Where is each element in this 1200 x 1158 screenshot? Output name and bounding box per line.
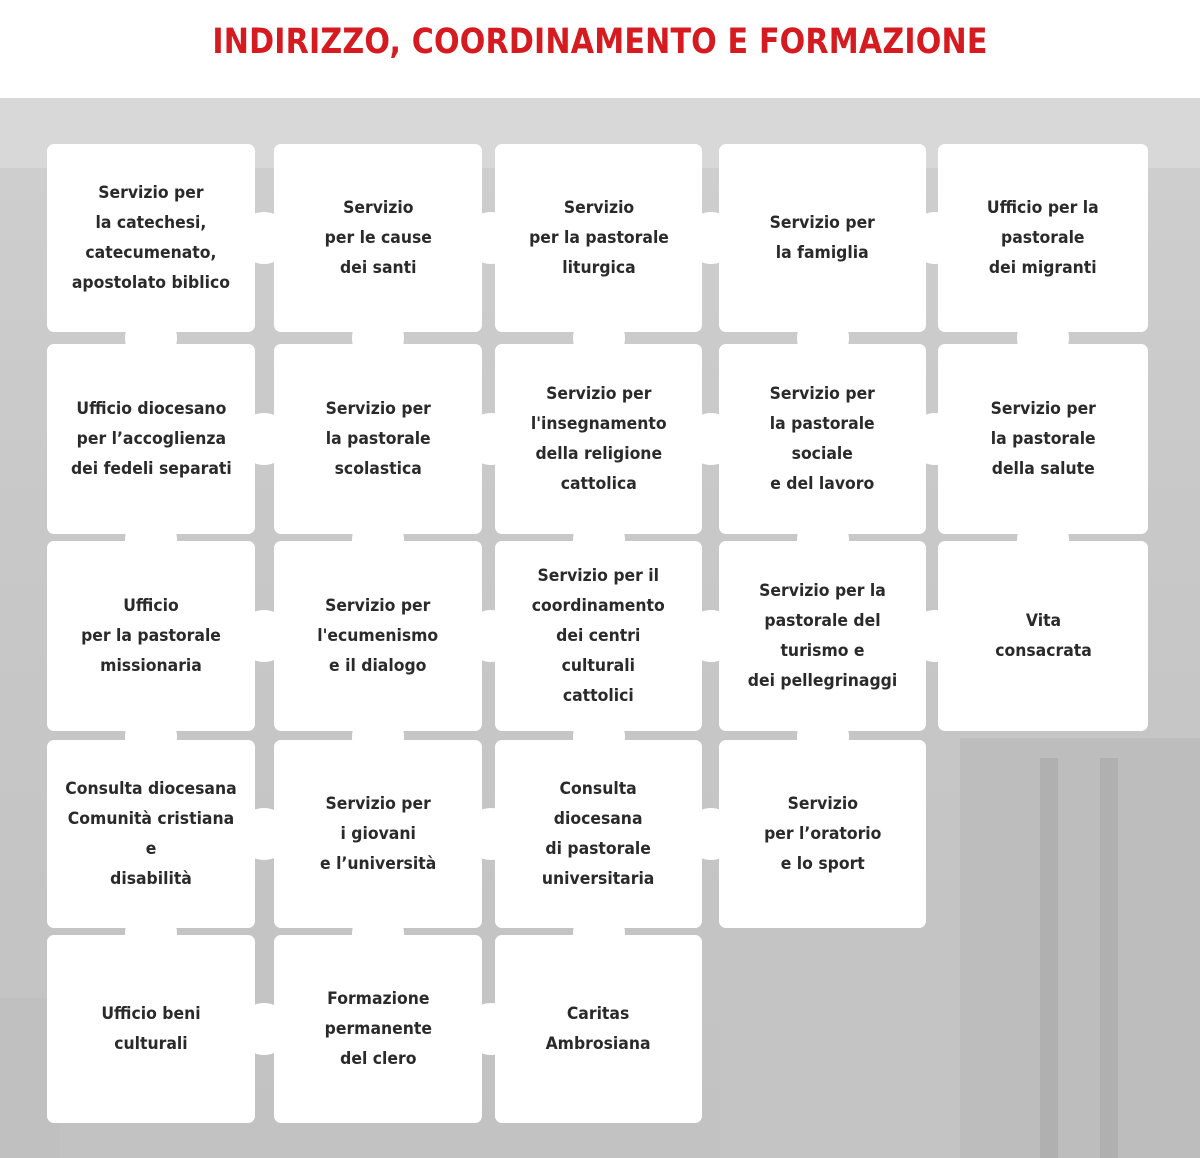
service-name: Servizio per la famiglia: [769, 213, 876, 263]
service-name: Consulta diocesana di pastorale universitaria: [542, 779, 655, 889]
service-name: Servizio per i giovani e l’università: [319, 794, 437, 874]
service-label: [719, 344, 926, 534]
service-label: [47, 935, 255, 1123]
service-name: Servizio per la pastorale del turismo e dei pellegrinaggi: [747, 581, 898, 691]
service-label: [495, 541, 702, 731]
service-name: Servizio per la catechesi, catecumenato, apostolato biblico: [71, 183, 231, 293]
service-label: [719, 541, 926, 731]
service-name: Servizio per il coordinamento dei centri culturali cattolici: [532, 566, 665, 706]
service-name: Formazione permanente del clero: [324, 989, 432, 1069]
service-label: [938, 541, 1148, 731]
service-name: Ufficio per la pastorale dei migranti: [987, 198, 1099, 278]
service-name: Ufficio diocesano per l’accoglienza dei fedeli separati: [70, 399, 232, 479]
service-label: [47, 344, 255, 534]
service-label: [47, 740, 255, 928]
service-label: [495, 344, 702, 534]
service-name: Servizio per la pastorale liturgica: [528, 198, 669, 278]
service-name: Servizio per la pastorale sociale e del lavoro: [769, 384, 876, 494]
service-label: [274, 344, 482, 534]
service-label: [274, 740, 482, 928]
service-name: Ufficio per la pastorale missionaria: [81, 596, 221, 676]
service-label: [495, 144, 702, 332]
service-name: Servizio per la pastorale della salute: [990, 399, 1096, 479]
page-title: INDIRIZZO, COORDINAMENTO E FORMAZIONE: [212, 22, 988, 62]
service-name: Vita consacrata: [994, 611, 1092, 661]
service-label: [938, 344, 1148, 534]
service-label: [719, 144, 926, 332]
service-label: [47, 541, 255, 731]
service-label: [495, 740, 702, 928]
service-name: Ufficio beni culturali: [101, 1004, 201, 1054]
service-label: [938, 144, 1148, 332]
service-name: Servizio per la pastorale scolastica: [325, 399, 431, 479]
service-label: [274, 541, 482, 731]
service-name: Servizio per l'insegnamento della religione cattolica: [530, 384, 667, 494]
service-label: [274, 935, 482, 1123]
service-name: Consulta diocesana Comunità cristiana e disabilità: [65, 779, 237, 889]
service-name: Servizio per le cause dei santi: [324, 198, 432, 278]
service-label: [719, 740, 926, 928]
service-name: Servizio per l'ecumenismo e il dialogo: [317, 596, 439, 676]
service-label: [495, 935, 702, 1123]
service-label: [47, 144, 255, 332]
service-name: Caritas Ambrosiana: [546, 1004, 651, 1054]
service-label: [274, 144, 482, 332]
service-name: Servizio per l’oratorio e lo sport: [763, 794, 882, 874]
